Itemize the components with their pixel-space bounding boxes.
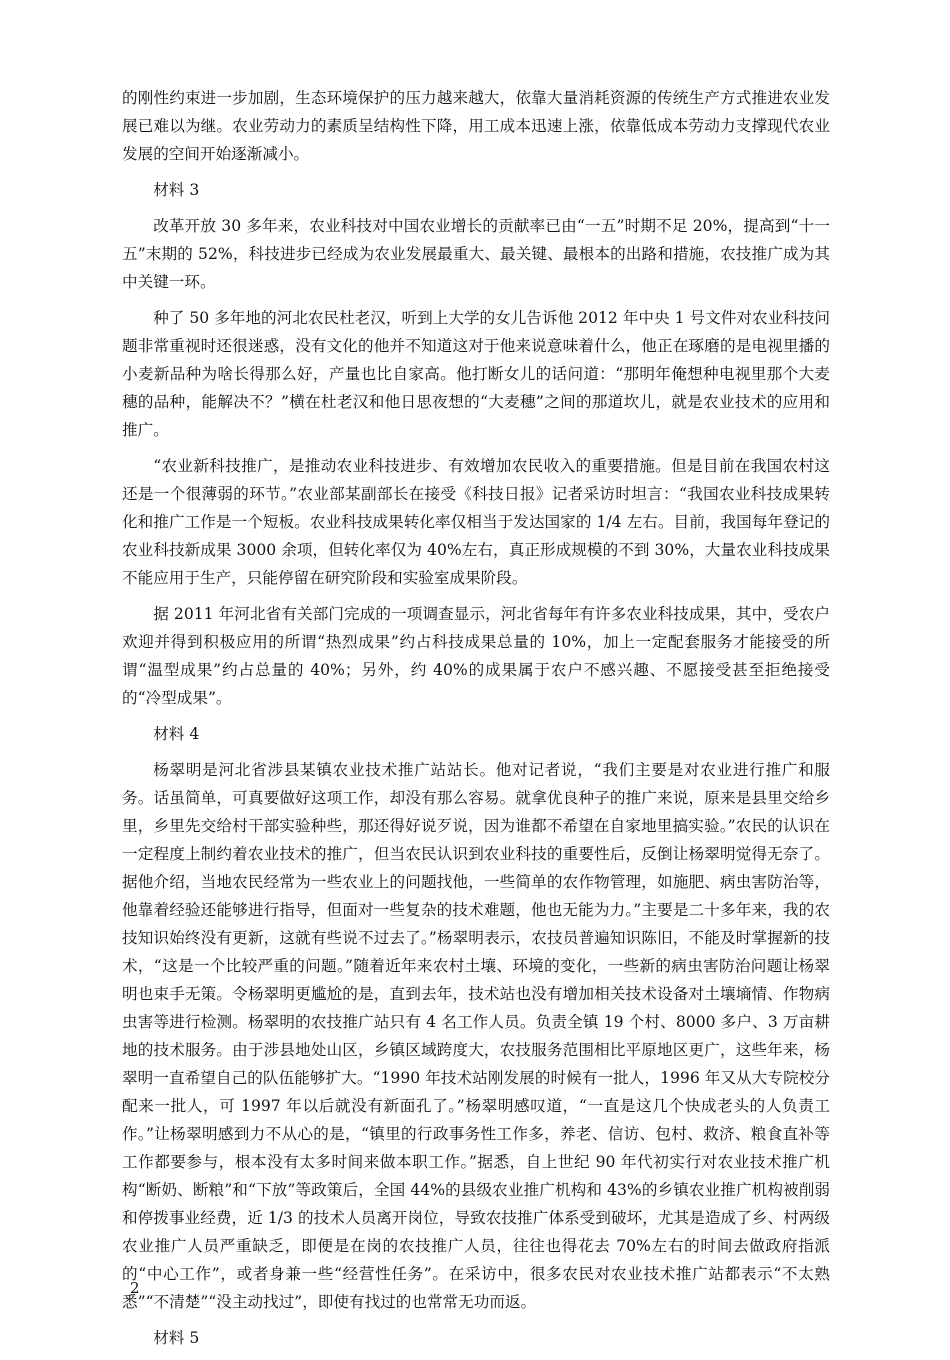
section-heading-material-3: 材料 3 <box>153 181 200 199</box>
paragraph: “农业新科技推广，是推动农业科技进步、有效增加农民收入的重要措施。但是目前在我国农村这还是一个很薄弱的环节。”农业部某副部长在接受《科技日报》记者采访时坦言：“我国农业科技成果转化和推广工作是一个短板。农业科技成果转化率仅相当于发达国家的 1/4 左右。目前，我国每年登记的农业科技新成果 3000 余项，但转化率仅为 40%左右，真正形成规模的不到 30%，大量农业科技成果不能应用于生产，只能停留在研究阶段和实验室成果阶段。 <box>122 457 830 587</box>
page-number: 2 <box>130 1279 140 1297</box>
paragraph: 据 2011 年河北省有关部门完成的一项调查显示，河北省每年有许多农业科技成果，其中，受农户欢迎并得到积极应用的所谓“热烈成果”约占科技成果总量的 10%，加上一定配套服务才能接受的所谓“温型成果”约占总量的 40%；另外，约 40%的成果属于农户不感兴趣、不愿接受甚至拒绝接受的“冷型成果”。 <box>122 605 830 707</box>
section-heading-material-5: 材料 5 <box>153 1329 200 1347</box>
section-heading-material-4: 材料 4 <box>153 725 200 743</box>
paragraph-continued: 的刚性约束进一步加剧，生态环境保护的压力越来越大，依靠大量消耗资源的传统生产方式推进农业发展已难以为继。农业劳动力的素质呈结构性下降，用工成本迅速上涨，依靠低成本劳动力支撑现代农业发展的空间开始逐渐减小。 <box>122 89 830 163</box>
paragraph: 杨翠明是河北省涉县某镇农业技术推广站站长。他对记者说，“我们主要是对农业进行推广和服务。话虽简单，可真要做好这项工作，却没有那么容易。就拿优良种子的推广来说，原来是县里交给乡里，乡里先交给村干部实验种些，那还得好说歹说，因为谁都不希望在自家地里搞实验。”农民的认识在一定程度上制约着农业技术的推广，但当农民认识到农业科技的重要性后，反倒让杨翠明觉得无奈了。据他介绍，当地农民经常为一些农业上的问题找他，一些简单的农作物管理，如施肥、病虫害防治等，他靠着经验还能够进行指导，但面对一些复杂的技术难题，他也无能为力。”主要是二十多年来，我的农技知识始终没有更新，这就有些说不过去了。”杨翠明表示，农技员普遍知识陈旧，不能及时掌握新的技术，“这是一个比较严重的问题。”随着近年来农村土壤、环境的变化，一些新的病虫害防治问题让杨翠明也束手无策。令杨翠明更尴尬的是，直到去年，技术站也没有增加相关技术设备对土壤墒情、作物病虫害等进行检测。杨翠明的农技推广站只有 4 名工作人员。负责全镇 19 个村、8000 多户、3 万亩耕地的技术服务。由于涉县地处山区，乡镇区域跨度大，农技服务范围相比平原地区更广，这些年来，杨翠明一直希望自己的队伍能够扩大。“1990 年技术站刚发展的时候有一批人，1996 年又从大专院校分配来一批人，可 1997 年以后就没有新面孔了。”杨翠明感叹道，“一直是这几个快成老头的人负责工作。”让杨翠明感到力不从心的是，“镇里的行政事务性工作多，养老、信访、包村、救济、粮食直补等工作都要参与，根本没有太多时间来做本职工作。”据悉，自上世纪 90 年代初实行对农业技术推广机构“断奶、断粮”和“下放”等政策后，全国 44%的县级农业推广机构和 43%的乡镇农业推广机构被削弱和停拨事业经费，近 1/3 的技术人员离开岗位，导致农技推广体系受到破坏，尤其是造成了乡、村两级农业推广人员严重缺乏，即便是在岗的农技推广人员，往往也得花去 70%左右的时间去做政府指派的“中心工作”，或者身兼一些“经营性任务”。在采访中，很多农民对农业技术推广站都表示“不太熟悉”“不清楚”“没主动找过”，即使有找过的也常常无功而返。 <box>122 761 830 1311</box>
document-body <box>122 84 830 1360</box>
paragraph: 改革开放 30 多年来，农业科技对中国农业增长的贡献率已由“一五”时期不足 20%，提高到“十一五”末期的 52%，科技进步已经成为农业发展最重大、最关键、最根本的出路和措施，农技推广成为其中关键一环。 <box>122 217 830 291</box>
paragraph: 种了 50 多年地的河北农民杜老汉，听到上大学的女儿告诉他 2012 年中央 1 号文件对农业科技问题非常重视时还很迷惑，没有文化的他并不知道这对于他来说意味着什么，他正在琢磨的是电视里播的小麦新品种为啥长得那么好，产量也比自家高。他打断女儿的话问道：“那明年俺想种电视里那个大麦穗的品种，能解决不？”横在杜老汉和他日思夜想的“大麦穗”之间的那道坎儿，就是农业技术的应用和推广。 <box>122 309 830 439</box>
